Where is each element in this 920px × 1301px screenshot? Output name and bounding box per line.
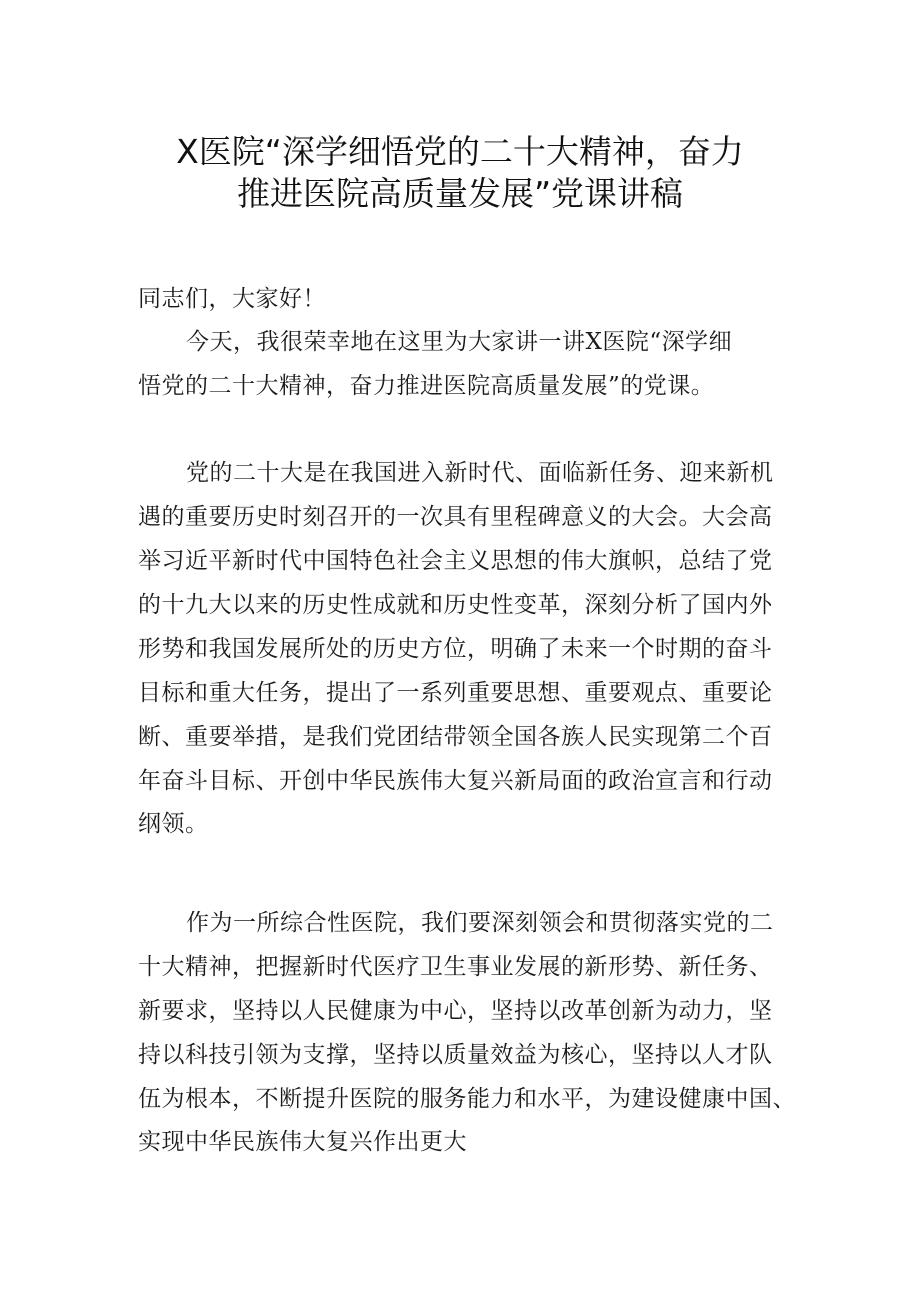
- document-title-line-1: X医院“深学细悟党的二十大精神，奋力: [176, 132, 744, 171]
- paragraph-3-line: 实现中华民族伟大复兴作出更大: [138, 1129, 467, 1155]
- paragraph-2-line: 年奋斗目标、开创中华民族伟大复兴新局面的政治宣言和行动: [138, 768, 773, 794]
- paragraph-3-line: 十大精神，把握新时代医疗卫生事业发展的新形势、新任务、: [138, 954, 773, 980]
- paragraph-3-line: 持以科技引领为支撑，坚持以质量效益为核心，坚持以人才队: [138, 1042, 773, 1068]
- document-title-line-2: 推进医院高质量发展”党课讲稿: [236, 174, 684, 213]
- paragraph-1-line: 悟党的二十大精神，奋力推进医院高质量发展”的党课。: [138, 373, 715, 399]
- paragraph-1-line: 今天，我很荣幸地在这里为大家讲一讲X医院“深学细: [186, 329, 733, 355]
- paragraph-2-line: 形势和我国发展所处的历史方位，明确了未来一个时期的奋斗: [138, 636, 773, 662]
- paragraph-2-line: 遇的重要历史时刻召开的一次具有里程碑意义的大会。大会高: [138, 504, 773, 530]
- paragraph-2-line: 的十九大以来的历史性成就和历史性变革，深刻分析了国内外: [138, 592, 773, 618]
- paragraph-2-line: 党的二十大是在我国进入新时代、面临新任务、迎来新机: [186, 460, 774, 486]
- paragraph-2-line: 断、重要举措，是我们党团结带领全国各族人民实现第二个百: [138, 724, 773, 750]
- paragraph-3-line: 作为一所综合性医院，我们要深刻领会和贯彻落实党的二: [186, 910, 774, 936]
- paragraph-3-line: 伍为根本，不断提升医院的服务能力和水平，为建设健康中国、: [138, 1086, 796, 1112]
- greeting: 同志们，大家好！: [138, 286, 326, 312]
- paragraph-3-line: 新要求，坚持以人民健康为中心，坚持以改革创新为动力，坚: [138, 998, 773, 1024]
- paragraph-2-line: 纲领。: [138, 811, 209, 837]
- paragraph-2-line: 目标和重大任务，提出了一系列重要思想、重要观点、重要论: [138, 680, 773, 706]
- paragraph-2-line: 举习近平新时代中国特色社会主义思想的伟大旗帜，总结了党: [138, 548, 773, 574]
